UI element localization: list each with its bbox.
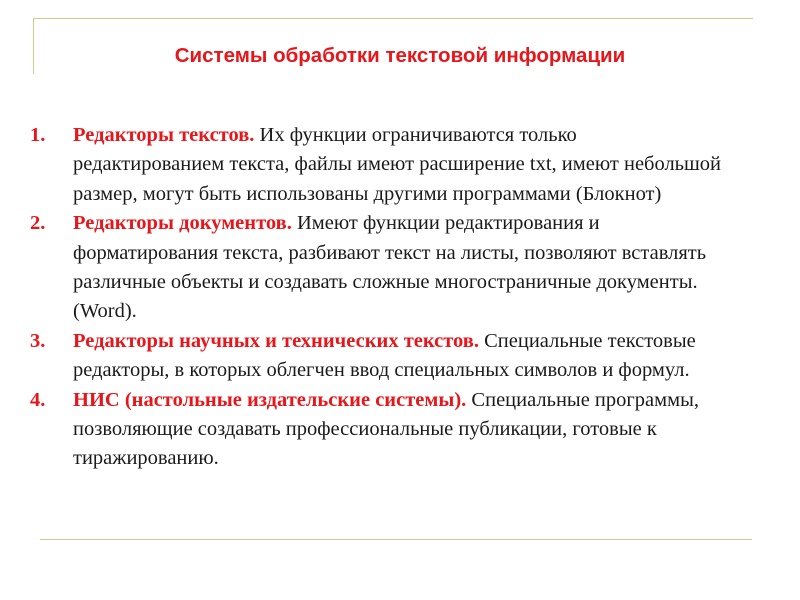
frame-top-line xyxy=(33,18,753,19)
slide-title: Системы обработки текстовой информации xyxy=(174,44,626,67)
list-item xyxy=(30,386,730,474)
content-list xyxy=(30,121,730,474)
list-item xyxy=(30,121,730,209)
item-number: 2. xyxy=(30,212,46,235)
item-term: Редакторы научных и технических текстов. xyxy=(73,329,479,352)
item-term: Редакторы текстов. xyxy=(73,124,255,146)
item-number: 4. xyxy=(30,388,46,411)
item-description: Специальные текстовые редакторы, в которых облегчен ввод специальных символов и формул. xyxy=(73,329,696,382)
item-description: Специальные программы, позволяющие создавать профессиональные публикации, готовые к тиражированию. xyxy=(73,388,700,470)
list-item xyxy=(30,327,730,386)
item-number: 3. xyxy=(30,329,46,352)
frame-left-line xyxy=(33,18,34,74)
item-description: Имеют функции редактирования и форматирования текста, разбивают текст на листы, позволяют вставлять различные объекты и создавать сложные многостраничные документы. (Word). xyxy=(73,212,707,323)
list-item xyxy=(30,209,730,327)
frame-bottom-line xyxy=(40,539,752,540)
item-term: НИС (настольные издательские системы). xyxy=(73,388,467,411)
item-term: Редакторы документов. xyxy=(73,212,292,235)
item-number: 1. xyxy=(30,124,46,146)
item-description: Их функции ограничиваются только редактированием текста, файлы имеют расширение txt, имеют небольшой размер, могут быть использованы другими программами (Блокнот) xyxy=(73,124,722,205)
